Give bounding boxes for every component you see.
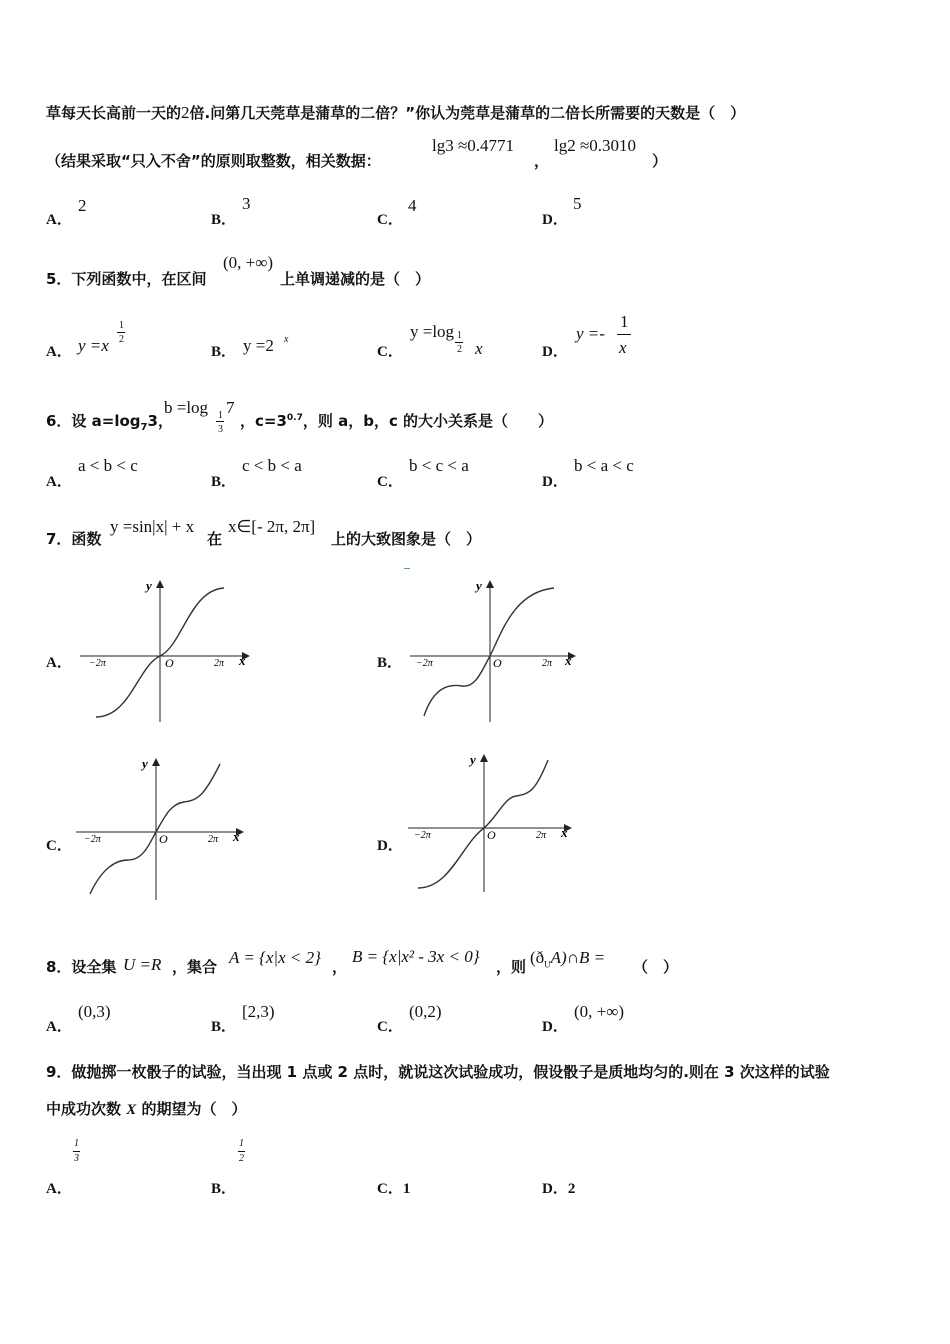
q8-stem-post: （ ） [633,958,679,976]
q5-option-c-base-num: 1 [457,330,462,341]
q5-option-d-label[interactable]: D． [542,344,568,360]
q7-func: y =sin|x| + x [110,517,195,536]
q5-option-a-exp-den: 2 [119,334,124,345]
q9-stem-line1: 9．做抛掷一枚骰子的试验，当出现 1 点或 2 点时，就说这次试验成功，假设骰子是质地均匀的.则在 3 次这样的试验 [46,1063,830,1081]
q5-option-a-exp-bar [117,332,125,333]
q9-option-b-bar [238,1151,245,1152]
q4-option-b-label[interactable]: B． [211,212,237,228]
q6-stem-post: ，$c=3^{0.7}$，则 a，b，c 的大小关系是（ ） [240,412,554,430]
q7-stem-mid: 在 [207,530,223,548]
graph-c-left-tick: −2π [84,834,101,845]
q6-option-c-value[interactable]: b < c < a [409,456,469,475]
q4-option-d-label[interactable]: D． [542,212,568,228]
q8-sep: ， [332,958,348,976]
q9-stem-line2: 中成功次数 X 的期望为（ ） [46,1100,247,1118]
q8-option-a-value[interactable]: (0,3) [78,1002,111,1021]
graph-d-left-tick: −2π [414,830,431,841]
q5-option-c-label[interactable]: C． [377,344,403,360]
q6-b-arg: 7 [226,398,235,417]
q6-option-a-label[interactable]: A． [46,474,72,490]
q4-data-lg3: lg3 ≈0.4771 [432,136,515,155]
q5-option-b-expr[interactable]: y =2 [243,336,274,355]
q7-option-c-label[interactable]: C． [46,838,72,854]
graph-b-y-label: y [476,578,482,593]
q8-universe: U =R [123,955,162,974]
graph-d-y-label: y [470,752,476,767]
q6-option-a-value[interactable]: a < b < c [78,456,138,475]
q4-option-c-label[interactable]: C． [377,212,403,228]
q7-option-b-label[interactable]: B． [377,655,403,671]
q5-option-d-expr[interactable]: y =- [576,324,605,343]
q9-option-a-den[interactable]: 3 [74,1153,79,1164]
graph-d-origin: O [487,828,496,842]
q4-option-a-label[interactable]: A． [46,212,72,228]
q4-data-close: ） [652,152,668,170]
graph-c-right-tick: 2π [208,834,219,845]
q6-option-b-value[interactable]: c < b < a [242,456,302,475]
q7-domain: x∈[- 2π, 2π] [228,517,316,536]
q9-option-a-label[interactable]: A． [46,1181,72,1197]
stray-mark [404,568,410,569]
q7-stem-pre: 7．函数 [46,530,102,548]
q5-option-a-expr[interactable]: y =x [78,336,109,355]
graph-a-right-tick: 2π [214,658,225,669]
q5-option-b-label[interactable]: B． [211,344,237,360]
graph-b-right-tick: 2π [542,658,553,669]
q5-option-c-arg: x [475,339,483,358]
q5-option-c-expr[interactable]: y =log [410,322,455,341]
graph-c-origin: O [159,832,168,846]
q8-option-d-label[interactable]: D． [542,1019,568,1035]
q6-b-base-den: 3 [218,424,223,435]
q8-option-d-value[interactable]: (0, +∞) [574,1002,625,1021]
q9-option-b-label[interactable]: B． [211,1181,237,1197]
q6-b-base-num: 1 [218,410,223,421]
q7-graph-d[interactable] [408,752,583,902]
q8-set-b: B = {x|x² - 3x < 0} [352,947,480,966]
graph-b-x-label: x [565,653,572,668]
q5-option-b-exp: x [284,334,289,345]
q7-graph-b[interactable] [410,576,585,726]
q5-option-c-base-den: 2 [457,344,462,355]
graph-a-y-label: y [146,578,152,593]
q6-b-base-bar [216,421,224,422]
q8-stem-pre: 8．设全集 [46,958,117,976]
q5-option-d-num: 1 [620,312,629,331]
q6-stem: 6．设 $a=\log_73$， [46,412,173,433]
q5-option-a-exp-num: 1 [119,320,124,331]
q5-option-d-bar [617,334,631,335]
q5-option-a-label[interactable]: A． [46,344,72,360]
q7-graph-c[interactable] [76,756,251,906]
q5-stem-post: 上单调递减的是（ ） [280,270,431,288]
q6-option-b-label[interactable]: B． [211,474,237,490]
q7-option-a-label[interactable]: A． [46,655,72,671]
q5-option-c-base-bar [455,342,463,343]
q6-option-d-label[interactable]: D． [542,474,568,490]
q8-option-b-label[interactable]: B． [211,1019,237,1035]
q5-interval: (0, +∞) [223,253,274,272]
graph-a-left-tick: −2π [89,658,106,669]
q9-option-a-bar [73,1151,80,1152]
graph-a-x-label: x [239,653,246,668]
graph-b-left-tick: −2π [416,658,433,669]
q5-stem-pre: 5．下列函数中，在区间 [46,270,207,288]
q8-expr: $(ð_UA)\cap B$ = [530,948,606,970]
q9-option-b-num[interactable]: 1 [239,1138,244,1149]
q5-option-d-den: x [619,338,627,357]
q7-graph-a[interactable] [80,576,255,726]
q9-option-d[interactable]: D．2 [542,1181,576,1197]
graph-c-y-label: y [142,756,148,771]
q8-set-a: A = {x|x < 2} [229,948,321,967]
graph-d-right-tick: 2π [536,830,547,841]
q4-stem-line1: 草每天长高前一天的2倍.问第几天莞草是蒲草的二倍？”你认为莞草是蒲草的二倍长所需要的天数是（ ） [46,103,746,122]
graph-a-origin: O [165,656,174,670]
q4-option-c-value[interactable]: 4 [408,196,417,215]
q8-option-c-value[interactable]: (0,2) [409,1002,442,1021]
q4-data-comma: ， [534,152,550,170]
q8-option-b-value[interactable]: [2,3) [242,1002,275,1021]
q4-option-d-value[interactable]: 5 [573,194,582,213]
q4-stem-line2: （结果采取“只入不舍”的原则取整数，相关数据： [46,152,381,170]
q4-option-a-value[interactable]: 2 [78,196,87,215]
q9-option-a-num[interactable]: 1 [74,1138,79,1149]
graph-c-x-label: x [233,829,240,844]
q6-option-d-value[interactable]: b < a < c [574,456,634,475]
q4-option-b-value[interactable]: 3 [242,194,251,213]
q4-data-lg2: lg2 ≈0.3010 [554,136,637,155]
graph-b-origin: O [493,656,502,670]
q8-stem-then: ，则 [496,958,527,976]
q9-option-c[interactable]: C．1 [377,1181,411,1197]
q8-option-a-label[interactable]: A． [46,1019,72,1035]
q8-stem-mid: ，集合 [172,958,218,976]
q6-b-expr: b =log [164,398,209,417]
q8-option-c-label[interactable]: C． [377,1019,403,1035]
q6-option-c-label[interactable]: C． [377,474,403,490]
q9-option-b-den[interactable]: 2 [239,1153,244,1164]
graph-d-x-label: x [561,825,568,840]
q7-option-d-label[interactable]: D． [377,838,403,854]
q7-stem-post: 上的大致图象是（ ） [331,530,482,548]
